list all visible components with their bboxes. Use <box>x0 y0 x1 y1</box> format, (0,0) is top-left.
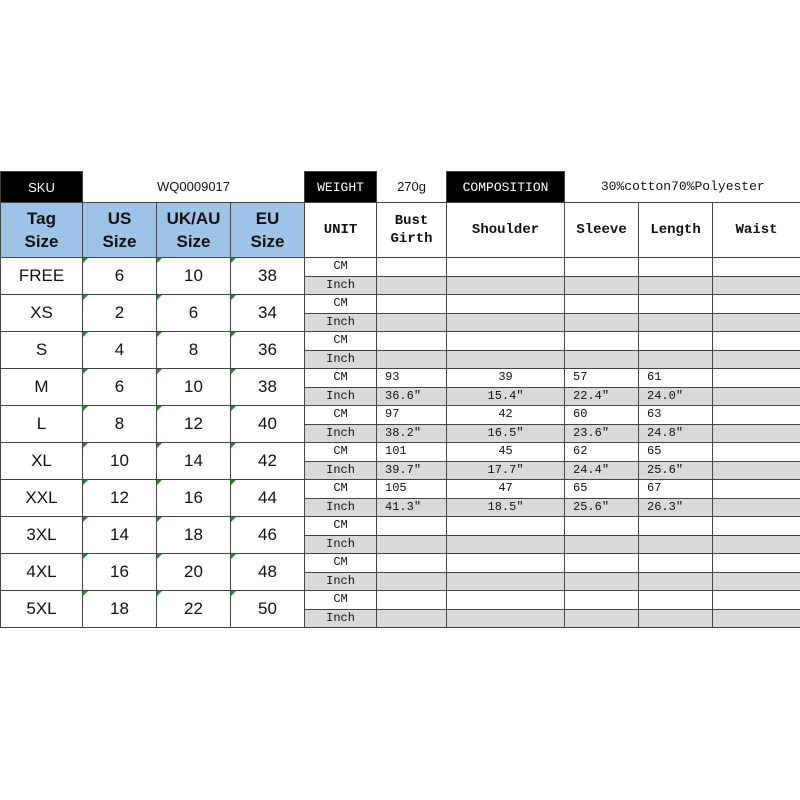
sleeve-inch-cell <box>565 313 639 332</box>
sleeve-cm-cell <box>565 295 639 314</box>
sleeve-inch-cell: 23.6" <box>565 424 639 443</box>
unit-cm-cell: CM <box>305 406 377 425</box>
size-row-cm <box>1 295 800 314</box>
unit-cm-cell: CM <box>305 517 377 536</box>
bust-girth-cm-cell <box>377 332 447 351</box>
length-cm-cell <box>639 258 713 277</box>
sku-value: WQ0009017 <box>157 179 231 195</box>
unit-inch-cell: Inch <box>305 387 377 406</box>
length-cm-cell <box>639 554 713 573</box>
ukau-size-cell: 12 <box>157 406 231 443</box>
shoulder-cm-cell: 42 <box>447 406 565 425</box>
size-row-cm <box>1 480 800 499</box>
unit-cm-cell: CM <box>305 554 377 573</box>
ukau-size-cell: 8 <box>157 332 231 369</box>
tag-size-cell: XL <box>1 443 83 480</box>
ukau-size-cell: 6 <box>157 295 231 332</box>
header-bust-girth-line1: Bust <box>394 213 429 229</box>
waist-inch-cell <box>713 276 800 295</box>
us-size-cell: 8 <box>83 406 157 443</box>
tag-size-cell: S <box>1 332 83 369</box>
bust-girth-cm-cell: 93 <box>377 369 447 388</box>
weight-value: 270g <box>397 179 426 195</box>
length-cm-cell: 63 <box>639 406 713 425</box>
bust-girth-cm-cell <box>377 258 447 277</box>
waist-cm-cell <box>713 554 800 573</box>
shoulder-inch-cell <box>447 535 565 554</box>
waist-cm-cell <box>713 258 800 277</box>
tag-size-cell: 5XL <box>1 591 83 628</box>
size-chart-table <box>0 171 800 628</box>
eu-size-cell: 42 <box>231 443 305 480</box>
tag-size-cell: 3XL <box>1 517 83 554</box>
waist-cm-cell <box>713 369 800 388</box>
size-row-cm <box>1 406 800 425</box>
us-size-cell: 2 <box>83 295 157 332</box>
waist-inch-cell <box>713 572 800 591</box>
sleeve-cm-cell <box>565 517 639 536</box>
length-inch-cell <box>639 350 713 369</box>
sleeve-cm-cell <box>565 591 639 610</box>
header-tag-size <box>1 203 83 258</box>
waist-inch-cell <box>713 313 800 332</box>
bust-girth-cm-cell: 105 <box>377 480 447 499</box>
header-ukau-size-line1: UK/AU <box>166 209 221 228</box>
size-row-cm <box>1 369 800 388</box>
eu-size-cell: 36 <box>231 332 305 369</box>
bust-girth-inch-cell <box>377 276 447 295</box>
sleeve-inch-cell: 25.6" <box>565 498 639 517</box>
us-size-cell: 12 <box>83 480 157 517</box>
sleeve-inch-cell: 24.4" <box>565 461 639 480</box>
shoulder-cm-cell: 45 <box>447 443 565 462</box>
bust-girth-inch-cell: 39.7" <box>377 461 447 480</box>
size-row-cm <box>1 443 800 462</box>
ukau-size-cell: 22 <box>157 591 231 628</box>
waist-inch-cell <box>713 424 800 443</box>
waist-cm-cell <box>713 591 800 610</box>
length-cm-cell: 61 <box>639 369 713 388</box>
length-inch-cell: 26.3" <box>639 498 713 517</box>
header-tag-size-line1: Tag <box>27 209 56 228</box>
unit-cm-cell: CM <box>305 332 377 351</box>
length-inch-cell <box>639 572 713 591</box>
sleeve-inch-cell <box>565 572 639 591</box>
sleeve-cm-cell <box>565 332 639 351</box>
waist-cm-cell <box>713 406 800 425</box>
composition-label: COMPOSITION <box>447 172 565 203</box>
header-sleeve: Sleeve <box>565 203 639 258</box>
header-us-size-line2: Size <box>102 232 137 251</box>
length-inch-cell <box>639 276 713 295</box>
unit-inch-cell: Inch <box>305 276 377 295</box>
length-cm-cell <box>639 591 713 610</box>
bust-girth-inch-cell: 36.6" <box>377 387 447 406</box>
sleeve-cm-cell: 60 <box>565 406 639 425</box>
us-size-cell: 6 <box>83 258 157 295</box>
shoulder-inch-cell <box>447 350 565 369</box>
length-cm-cell: 65 <box>639 443 713 462</box>
shoulder-inch-cell <box>447 609 565 628</box>
tag-size-cell: 4XL <box>1 554 83 591</box>
unit-inch-cell: Inch <box>305 609 377 628</box>
header-us-size <box>83 203 157 258</box>
length-inch-cell <box>639 313 713 332</box>
length-inch-cell: 24.8" <box>639 424 713 443</box>
eu-size-cell: 38 <box>231 258 305 295</box>
length-inch-cell <box>639 609 713 628</box>
ukau-size-cell: 14 <box>157 443 231 480</box>
header-ukau-size <box>157 203 231 258</box>
waist-inch-cell <box>713 350 800 369</box>
shoulder-cm-cell <box>447 554 565 573</box>
waist-inch-cell <box>713 461 800 480</box>
shoulder-cm-cell <box>447 295 565 314</box>
length-cm-cell <box>639 332 713 351</box>
bust-girth-inch-cell <box>377 350 447 369</box>
sleeve-inch-cell <box>565 350 639 369</box>
waist-inch-cell <box>713 387 800 406</box>
sleeve-inch-cell <box>565 276 639 295</box>
length-cm-cell: 67 <box>639 480 713 499</box>
waist-cm-cell <box>713 332 800 351</box>
sku-label: SKU <box>1 172 83 203</box>
header-row <box>1 203 800 258</box>
eu-size-cell: 46 <box>231 517 305 554</box>
shoulder-cm-cell <box>447 258 565 277</box>
header-shoulder: Shoulder <box>447 203 565 258</box>
sleeve-cm-cell <box>565 554 639 573</box>
tag-size-cell: M <box>1 369 83 406</box>
header-unit: UNIT <box>305 203 377 258</box>
size-row-cm <box>1 517 800 536</box>
us-size-cell: 4 <box>83 332 157 369</box>
tag-size-cell: XXL <box>1 480 83 517</box>
header-bust-girth <box>377 203 447 258</box>
waist-cm-cell <box>713 295 800 314</box>
us-size-cell: 18 <box>83 591 157 628</box>
bust-girth-cm-cell <box>377 591 447 610</box>
size-row-cm <box>1 591 800 610</box>
unit-inch-cell: Inch <box>305 461 377 480</box>
bust-girth-inch-cell <box>377 572 447 591</box>
header-ukau-size-line2: Size <box>176 232 211 251</box>
shoulder-cm-cell: 47 <box>447 480 565 499</box>
shoulder-inch-cell: 15.4" <box>447 387 565 406</box>
eu-size-cell: 48 <box>231 554 305 591</box>
sleeve-inch-cell <box>565 609 639 628</box>
ukau-size-cell: 10 <box>157 369 231 406</box>
eu-size-cell: 44 <box>231 480 305 517</box>
size-row-cm <box>1 258 800 277</box>
length-inch-cell: 24.0" <box>639 387 713 406</box>
bust-girth-cm-cell: 97 <box>377 406 447 425</box>
ukau-size-cell: 16 <box>157 480 231 517</box>
bust-girth-cm-cell <box>377 554 447 573</box>
header-eu-size-line2: Size <box>250 232 285 251</box>
bust-girth-cm-cell <box>377 517 447 536</box>
ukau-size-cell: 20 <box>157 554 231 591</box>
length-inch-cell <box>639 535 713 554</box>
shoulder-inch-cell <box>447 276 565 295</box>
unit-inch-cell: Inch <box>305 350 377 369</box>
shoulder-inch-cell: 17.7" <box>447 461 565 480</box>
unit-cm-cell: CM <box>305 443 377 462</box>
unit-inch-cell: Inch <box>305 535 377 554</box>
sleeve-cm-cell: 57 <box>565 369 639 388</box>
shoulder-cm-cell: 39 <box>447 369 565 388</box>
tag-size-cell: XS <box>1 295 83 332</box>
sleeve-cm-cell: 65 <box>565 480 639 499</box>
waist-inch-cell <box>713 498 800 517</box>
ukau-size-cell: 18 <box>157 517 231 554</box>
header-tag-size-line2: Size <box>24 232 59 251</box>
shoulder-cm-cell <box>447 517 565 536</box>
unit-inch-cell: Inch <box>305 313 377 332</box>
waist-inch-cell <box>713 535 800 554</box>
size-row-cm <box>1 554 800 573</box>
tag-size-cell: FREE <box>1 258 83 295</box>
shoulder-inch-cell <box>447 313 565 332</box>
unit-cm-cell: CM <box>305 480 377 499</box>
header-waist: Waist <box>713 203 800 258</box>
waist-cm-cell <box>713 517 800 536</box>
unit-inch-cell: Inch <box>305 572 377 591</box>
waist-cm-cell <box>713 443 800 462</box>
eu-size-cell: 40 <box>231 406 305 443</box>
bust-girth-inch-cell <box>377 535 447 554</box>
bust-girth-inch-cell: 41.3" <box>377 498 447 517</box>
size-row-cm <box>1 332 800 351</box>
unit-cm-cell: CM <box>305 258 377 277</box>
tag-size-cell: L <box>1 406 83 443</box>
eu-size-cell: 34 <box>231 295 305 332</box>
size-chart <box>0 171 800 628</box>
length-cm-cell <box>639 517 713 536</box>
weight-label: WEIGHT <box>305 172 377 203</box>
waist-cm-cell <box>713 480 800 499</box>
unit-cm-cell: CM <box>305 591 377 610</box>
bust-girth-cm-cell: 101 <box>377 443 447 462</box>
length-inch-cell: 25.6" <box>639 461 713 480</box>
bust-girth-inch-cell <box>377 609 447 628</box>
us-size-cell: 14 <box>83 517 157 554</box>
shoulder-inch-cell: 18.5" <box>447 498 565 517</box>
sleeve-cm-cell: 62 <box>565 443 639 462</box>
ukau-size-cell: 10 <box>157 258 231 295</box>
shoulder-inch-cell: 16.5" <box>447 424 565 443</box>
header-eu-size-line1: EU <box>255 209 280 228</box>
info-row <box>1 172 800 203</box>
unit-cm-cell: CM <box>305 369 377 388</box>
eu-size-cell: 38 <box>231 369 305 406</box>
bust-girth-inch-cell <box>377 313 447 332</box>
waist-inch-cell <box>713 609 800 628</box>
length-cm-cell <box>639 295 713 314</box>
header-length: Length <box>639 203 713 258</box>
header-us-size-line1: US <box>107 209 132 228</box>
us-size-cell: 16 <box>83 554 157 591</box>
bust-girth-cm-cell <box>377 295 447 314</box>
unit-cm-cell: CM <box>305 295 377 314</box>
sleeve-inch-cell <box>565 535 639 554</box>
sleeve-cm-cell <box>565 258 639 277</box>
shoulder-cm-cell <box>447 591 565 610</box>
unit-inch-cell: Inch <box>305 498 377 517</box>
eu-size-cell: 50 <box>231 591 305 628</box>
header-eu-size <box>231 203 305 258</box>
sleeve-inch-cell: 22.4" <box>565 387 639 406</box>
bust-girth-inch-cell: 38.2" <box>377 424 447 443</box>
header-bust-girth-line2: Girth <box>390 231 433 247</box>
unit-inch-cell: Inch <box>305 424 377 443</box>
composition-value: 30%cotton70%Polyester <box>600 179 765 195</box>
shoulder-cm-cell <box>447 332 565 351</box>
us-size-cell: 6 <box>83 369 157 406</box>
shoulder-inch-cell <box>447 572 565 591</box>
us-size-cell: 10 <box>83 443 157 480</box>
